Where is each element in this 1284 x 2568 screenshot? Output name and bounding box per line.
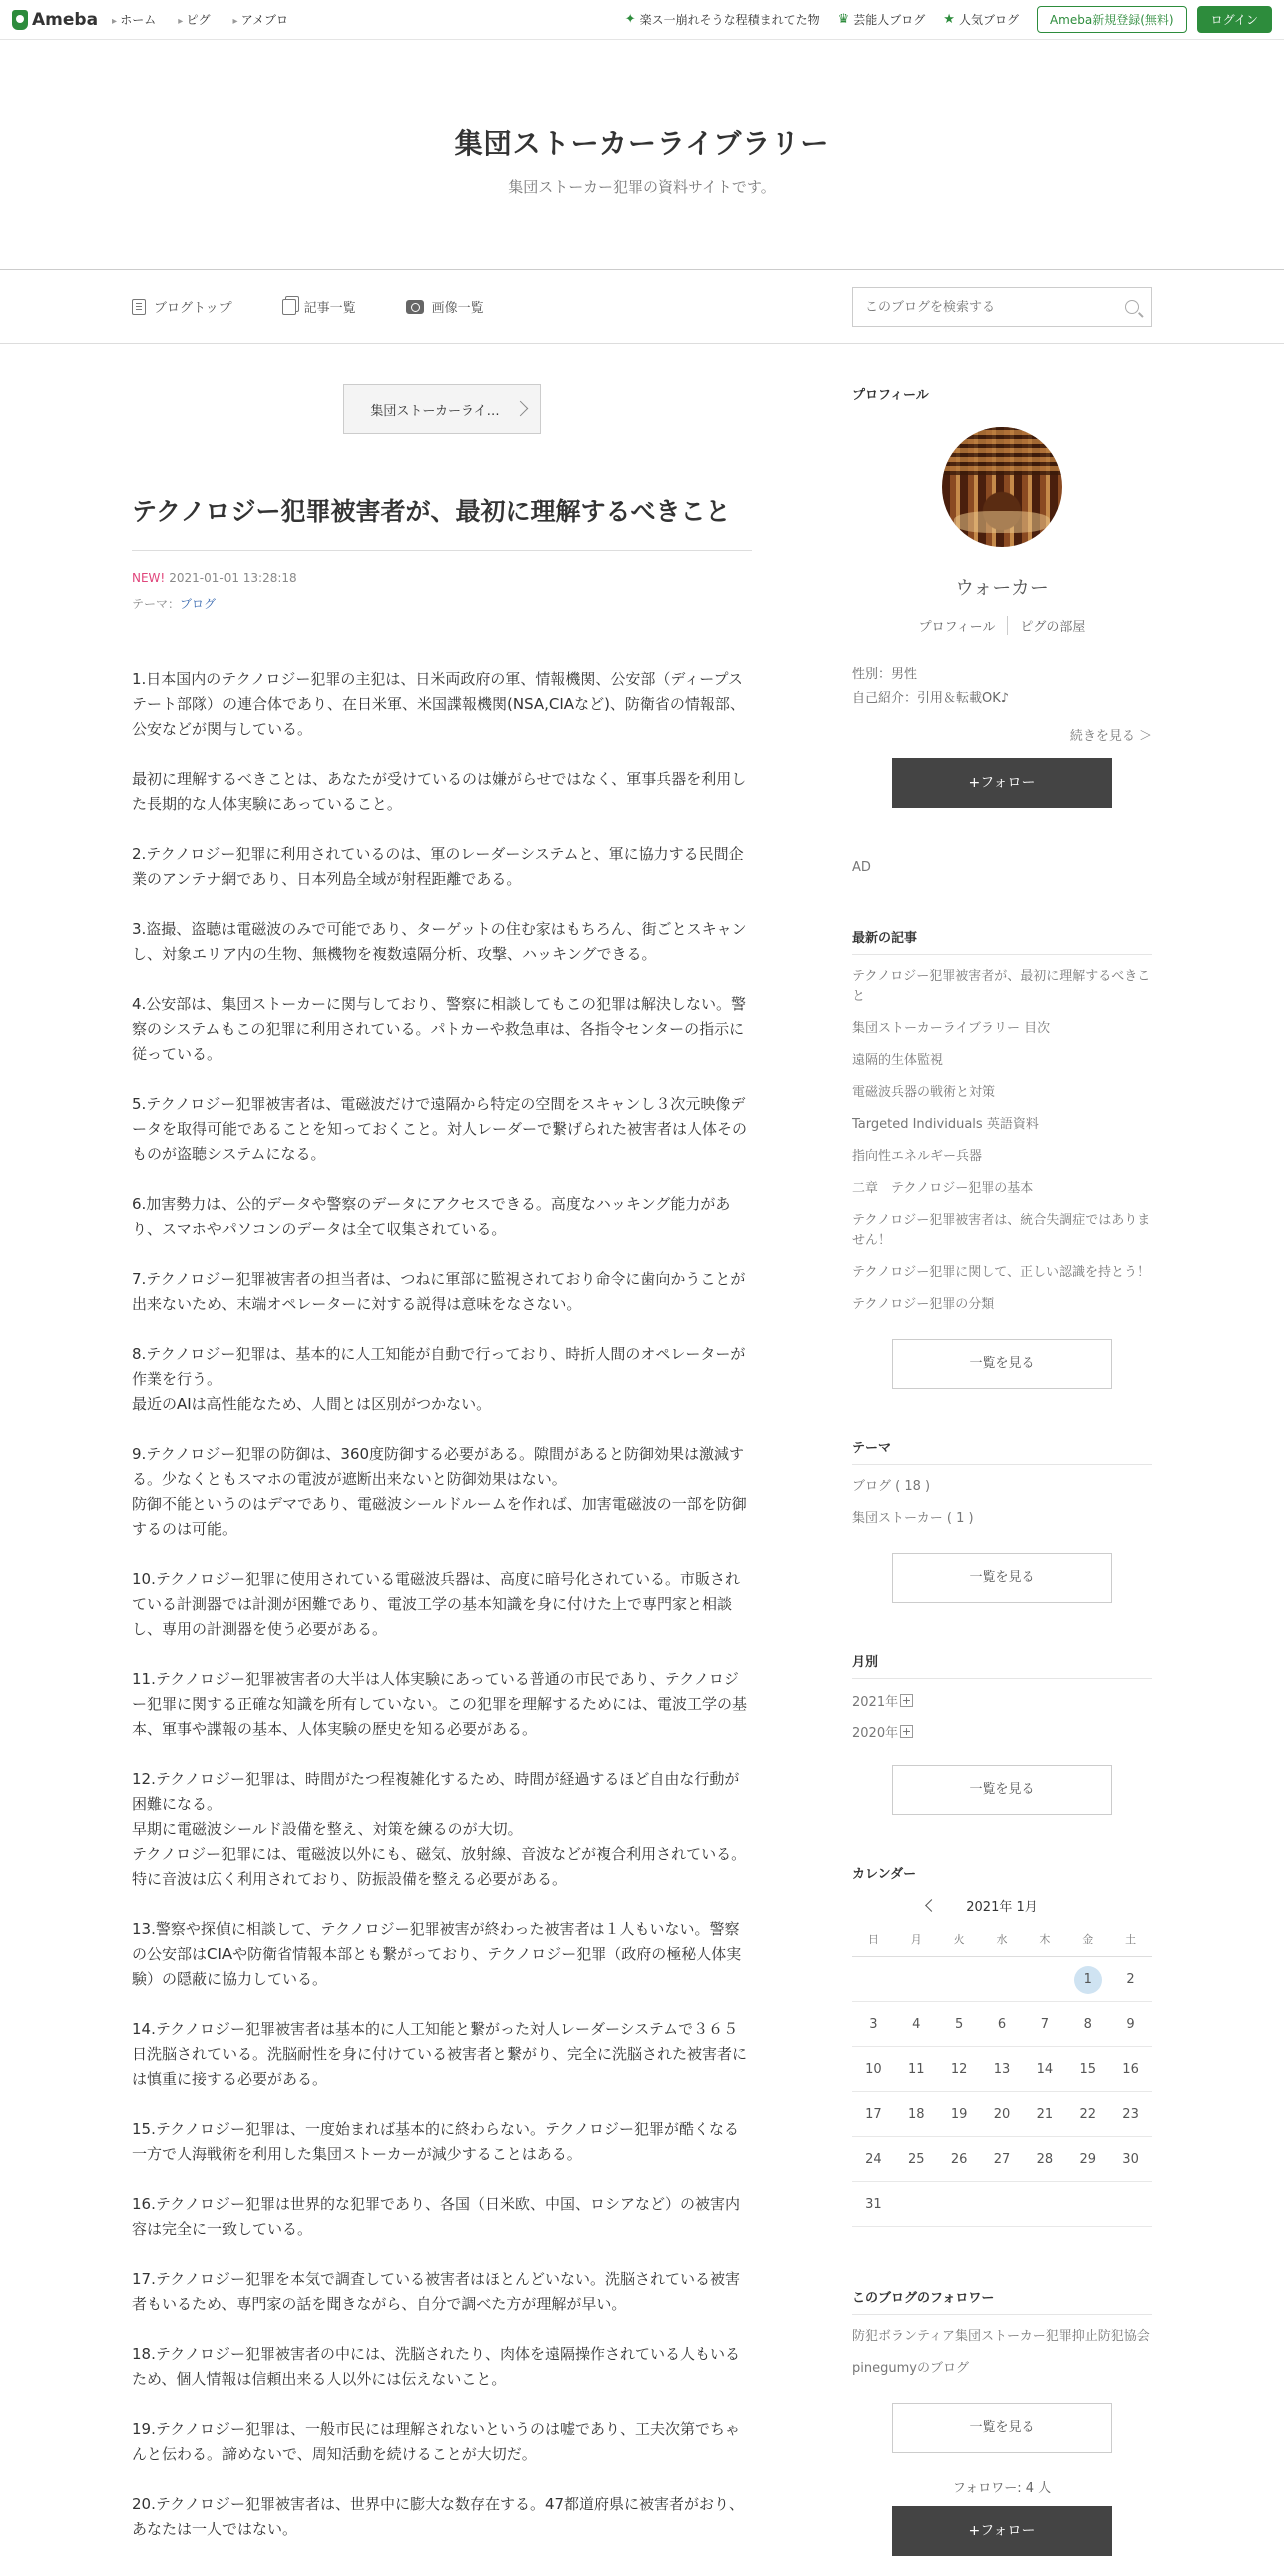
profile-intro: 自己紹介：引用＆転載OK♪ [852, 691, 1010, 706]
entry-theme [132, 595, 752, 612]
month-2021-label: 2021年 [852, 1695, 899, 1710]
calendar-day-number: 25 [908, 2152, 925, 2167]
calendar-day-number: 20 [993, 2107, 1011, 2122]
sparkle-icon: ✦ [624, 12, 636, 27]
entry-theme-label: テーマ： [132, 597, 181, 612]
calendar-header [852, 1896, 1152, 1915]
calendar-day-number: 4 [912, 2017, 921, 2032]
entry-paragraph: 13.警察や探偵に相談して、テクノロジー犯罪被害が終わった被害者は１人もいない。警察の公安部はCIAや防衛省情報本部とも繋がっており、テクノロジー犯罪（政府の極秘人体実験）の隠蔽に協力している。 [132, 1920, 742, 1989]
calendar-day-number: 7 [1040, 2017, 1049, 2032]
register-button[interactable]: Ameba新規登録(無料) [1037, 6, 1187, 33]
calendar-day-number: 13 [993, 2062, 1011, 2077]
entry-paragraph: 17.テクノロジー犯罪を本気で調査している被害者はほとんどいない。洗脳されている被害者もいるため、専門家の話を聞きながら、自分で調べた方が理解が早い。 [132, 2270, 740, 2314]
title-divider [132, 550, 752, 551]
follow-button-bottom[interactable]: +フォロー [892, 2506, 1112, 2556]
ameba-logo[interactable] [12, 10, 98, 30]
calendar-day [1066, 2137, 1109, 2182]
pages-icon [282, 299, 296, 315]
recent-entry-link[interactable]: 二章 テクノロジー犯罪の基本 [852, 1181, 1034, 1196]
calendar-day [852, 2092, 895, 2137]
profile-link[interactable]: プロフィール [918, 620, 996, 635]
monthly-more-button[interactable]: 一覧を見る [892, 1765, 1112, 1815]
image-list-link[interactable] [406, 297, 484, 316]
ameba-logo-text: Ameba [32, 9, 99, 30]
calendar-day-number: 14 [1036, 2062, 1054, 2077]
nav-home[interactable]: ▸ ホーム [112, 11, 156, 28]
calendar-day [1109, 2047, 1152, 2092]
theme-item-blog[interactable]: ブログ ( 18 ) [852, 1479, 931, 1494]
calendar-day [1023, 1957, 1066, 2002]
calendar-day [1066, 2047, 1109, 2092]
calendar-grid [852, 1923, 1152, 2227]
calendar-day [895, 2047, 938, 2092]
article [132, 384, 752, 2567]
blog-description: 集団ストーカー犯罪の資料サイトです。 [508, 178, 776, 196]
recent-entries [852, 927, 1152, 1389]
calendar-weekday: 木 [1023, 1923, 1066, 1957]
entry-paragraph: 15.テクノロジー犯罪は、一度始まれば基本的に終わらない。テクノロジー犯罪が酷くなる一方で人海戦術を利用した集団ストーカーが減少することはある。 [132, 2120, 740, 2164]
calendar-day [981, 2092, 1024, 2137]
calendar-day [1109, 2092, 1152, 2137]
calendar-day [938, 2182, 981, 2227]
entry-paragraph: 1.日本国内のテクノロジー犯罪の主犯は、日米両政府の軍、情報機関、公安部（ディープステート部隊）の連合体であり、在日米軍、米国諜報機関(NSA,CIAなど)、防衛省の情報部、公安などが関与している。 [132, 670, 745, 739]
calendar-day [938, 2137, 981, 2182]
month-2020-label: 2020年 [852, 1726, 899, 1741]
trend-link[interactable] [625, 11, 820, 28]
monthly-section [852, 1651, 1152, 1815]
chevron-left-icon[interactable] [925, 1899, 938, 1912]
calendar-day [895, 2002, 938, 2047]
entry-paragraph: 10.テクノロジー犯罪に使用されている電磁波兵器は、高度に暗号化されている。市販されている計測器では計測が困難であり、電波工学の基本知識を身に付けた上で専門家と相談し、専用の計測器を使う必要がある。 [132, 1570, 740, 1639]
entry-title[interactable]: テクノロジー犯罪被害者が、最初に理解するべきこと [132, 497, 731, 526]
calendar-day-number: 29 [1079, 2152, 1096, 2167]
calendar-day-number: 2 [1126, 1972, 1135, 1987]
recent-entry-link[interactable]: テクノロジー犯罪被害者が、最初に理解するべきこと [852, 969, 1151, 1004]
follow-button[interactable]: +フォロー [892, 758, 1112, 808]
calendar-day-number: 1 [1074, 1966, 1102, 1994]
calendar-day-number: 21 [1036, 2107, 1054, 2122]
calendar-day-number: 23 [1122, 2107, 1139, 2122]
calendar-day [981, 2002, 1024, 2047]
entry-date: 2021-01-01 13:28:18 [169, 571, 297, 586]
calendar-day-number: 11 [908, 2062, 925, 2077]
calendar-day [895, 1957, 938, 2002]
follower-item[interactable]: 防犯ボランティア集団ストーカー犯罪抑止防犯協会 [852, 2329, 1150, 2344]
recent-entry-link[interactable]: 遠隔的生体監視 [852, 1053, 944, 1068]
calendar-weekday: 金 [1066, 1923, 1109, 1957]
calendar-day-number: 24 [865, 2152, 882, 2167]
recent-entry-link[interactable]: テクノロジー犯罪の分類 [852, 1297, 995, 1312]
calendar-day-number: 16 [1122, 2062, 1139, 2077]
entry-paragraph: 14.テクノロジー犯罪被害者は基本的に人工知能と繋がった対人レーダーシステムで３６５日洗脳されている。洗脳耐性を身に付けている被害者と繋がり、完全に洗脳された被害者には慎重に接する必要がある。 [132, 2020, 748, 2089]
entry-paragraph: 18.テクノロジー犯罪被害者の中には、洗脳されたり、肉体を遠隔操作されている人もいるため、個人情報は信頼出来る人以外には伝えないこと。 [132, 2345, 740, 2389]
calendar-day [938, 1957, 981, 2002]
expand-plus-icon[interactable] [900, 1694, 913, 1707]
themes-section [852, 1437, 1152, 1603]
popular-blog-link[interactable] [943, 11, 1019, 28]
document-icon [132, 299, 146, 315]
entry-paragraph: 20.テクノロジー犯罪被害者は、世界中に膨大な数存在する。47都道府県に被害者がおり、あなたは一人ではない。 [132, 2495, 745, 2539]
calendar-day-number: 18 [908, 2107, 925, 2122]
search-icon[interactable] [1125, 300, 1139, 314]
calendar-heading: カレンダー [852, 1867, 917, 1882]
entry-paragraph: 16.テクノロジー犯罪は世界的な犯罪であり、各国（日米欧、中国、ロシアなど）の被害内容は完全に一致している。 [132, 2195, 740, 2239]
header-right [625, 6, 1272, 33]
month-item-2020[interactable] [852, 1716, 1152, 1747]
profile-name[interactable]: ウォーカー [955, 577, 1049, 599]
calendar-day-number: 8 [1083, 2017, 1092, 2032]
entry-list-label: 記事一覧 [303, 301, 356, 316]
blog-nav [0, 270, 1284, 344]
entry-paragraph: 12.テクノロジー犯罪は、時間がたつ程複雑化するため、時間が経過するほど自由な行動が困難になる。 早期に電磁波シールド設備を整え、対策を練るのが大切。 テクノロジー犯罪には、電磁波以外にも、磁気、放射線、音波などが複合利用されている。特に音波は広く利用されており、防振設備を整える必要がある。 [132, 1770, 747, 1889]
calendar-day-number: 30 [1122, 2152, 1139, 2167]
recent-entry-link[interactable]: テクノロジー犯罪に関して、正しい認識を持とう！ [852, 1265, 1150, 1280]
calendar-day-number: 27 [993, 2152, 1011, 2167]
entry-paragraph: 19.テクノロジー犯罪は、一般市民には理解されないというのは嘘であり、工夫次第でちゃんと伝わる。諦めないで、周知活動を続けることが大切だ。 [132, 2420, 740, 2464]
profile-links [852, 616, 1152, 635]
calendar-day [981, 2137, 1024, 2182]
calendar-day [895, 2092, 938, 2137]
calendar-day [981, 2047, 1024, 2092]
entry-paragraph: 11.テクノロジー犯罪被害者の大半は人体実験にあっている普通の市民であり、テクノロジー犯罪に関する正確な知識を所有していない。この犯罪を理解するためには、電波工学の基本、軍事や諜報の基本、人体実験の歴史を知る必要がある。 [132, 1670, 748, 1739]
calendar-day-number: 15 [1079, 2062, 1096, 2077]
themes-more-button[interactable]: 一覧を見る [892, 1553, 1112, 1603]
entry-paragraph: 最初に理解するべきことは、あなたが受けているのは嫌がらせではなく、軍事兵器を利用した長期的な人体実験にあっていること。 [132, 770, 747, 814]
image-list-label: 画像一覧 [431, 301, 484, 316]
followers-more-button[interactable]: 一覧を見る [892, 2403, 1112, 2453]
recent-entry-link[interactable]: Targeted Individuals 英語資料 [852, 1117, 1039, 1132]
calendar-weekday: 日 [852, 1923, 895, 1957]
login-button[interactable]: ログイン [1197, 6, 1272, 33]
calendar-day-number: 17 [865, 2107, 882, 2122]
entry-theme-link[interactable]: ブログ [180, 597, 217, 612]
calendar-day [1066, 2182, 1109, 2227]
entry-paragraph: 7.テクノロジー犯罪被害者の担当者は、つねに軍部に監視されており命令に歯向かうことが出来ないため、末端オペレーターに対する説得は意味をなさない。 [132, 1270, 746, 1314]
pigg-room-link[interactable]: ピグの部屋 [1007, 616, 1097, 635]
calendar-day-number: 19 [950, 2107, 968, 2122]
camera-icon [406, 300, 424, 314]
calendar-day [1109, 2182, 1152, 2227]
calendar-section [852, 1863, 1152, 2227]
calendar-month: 2021年 1月 [966, 1900, 1038, 1915]
celebrity-blog-link[interactable] [838, 11, 926, 28]
follower-item[interactable]: pinegumyのブログ [852, 2361, 969, 2376]
calendar-weekday: 火 [938, 1923, 981, 1957]
calendar-day [1066, 2002, 1109, 2047]
calendar-day [852, 2002, 895, 2047]
calendar-day [1066, 2092, 1109, 2137]
calendar-day [1109, 2137, 1152, 2182]
blog-header [0, 40, 1284, 270]
calendar-day [1023, 2092, 1066, 2137]
celebrity-blog-label: 芸能人ブログ [853, 13, 926, 27]
recent-more-button[interactable]: 一覧を見る [892, 1339, 1112, 1389]
followers-heading: このブログのフォロワー [852, 2287, 1152, 2315]
theme-item-stalker[interactable]: 集団ストーカー ( 1 ) [852, 1511, 974, 1526]
popular-blog-label: 人気ブログ [958, 13, 1019, 27]
calendar-day [852, 1957, 895, 2002]
calendar-day[interactable] [1066, 1957, 1109, 2002]
nav-ameblo[interactable]: ▸ アメブロ [232, 11, 287, 28]
calendar-day [981, 1957, 1024, 2002]
calendar-day-number: 6 [997, 2017, 1007, 2032]
followers-section [852, 2287, 1152, 2556]
recent-entry-link[interactable]: 電磁波兵器の戦術と対策 [852, 1085, 996, 1100]
calendar-day [1023, 2047, 1066, 2092]
recent-entry-link[interactable]: テクノロジー犯罪被害者は、統合失調症ではありません！ [852, 1213, 1151, 1248]
trend-link-label: 楽ス一崩れそうな程積まれてた物 [639, 13, 820, 27]
calendar-day-number: 10 [865, 2062, 882, 2077]
global-nav [112, 11, 288, 28]
entry-meta [132, 571, 752, 585]
calendar-day [852, 2137, 895, 2182]
recent-heading: 最新の記事 [852, 927, 1152, 955]
expand-plus-icon[interactable] [900, 1725, 913, 1738]
calendar-day [1023, 2002, 1066, 2047]
calendar-day-number: 22 [1079, 2107, 1096, 2122]
calendar-day [981, 2182, 1024, 2227]
global-header [0, 0, 1284, 40]
entry-paragraph: 6.加害勢力は、公的データや警察のデータにアクセスできる。高度なハッキング能力があり、スマホやパソコンのデータは全て収集されている。 [132, 1195, 731, 1239]
calendar-day-number: 9 [1126, 2017, 1135, 2032]
profile-more-link[interactable]: 続きを見る ＞ [1069, 729, 1152, 744]
calendar-day-number: 12 [950, 2062, 968, 2077]
crown-icon: ♛ [837, 12, 850, 27]
calendar-weekday: 水 [981, 1923, 1024, 1957]
entry-list-link[interactable] [282, 297, 356, 316]
ad-label: AD [852, 860, 871, 875]
profile-info [852, 663, 1152, 711]
profile-heading: プロフィール [852, 388, 929, 403]
profile-avatar[interactable] [942, 427, 1062, 547]
calendar-day [938, 2047, 981, 2092]
recent-entry-link[interactable]: 指向性エネルギー兵器 [852, 1149, 983, 1164]
calendar-day-number: 26 [950, 2152, 968, 2167]
blog-search-input[interactable] [865, 300, 1125, 315]
blog-title[interactable]: 集団ストーカーライブラリー [454, 127, 830, 160]
new-badge: NEW! [132, 571, 166, 586]
entry-paragraph: 9.テクノロジー犯罪の防御は、360度防御する必要がある。隙間があると防御効果は激減する。少なくともスマホの電波が遮断出来ないと防御効果はない。 防御不能というのはデマであり、電磁波シールドルームを作れば、加害電磁波の一部を防御するのは可能。 [132, 1445, 747, 1539]
entry-paragraph: 3.盗撮、盗聴は電磁波のみで可能であり、ターゲットの住む家はもちろん、街ごとスキャンし、対象エリア内の生物、無機物を複数遠隔分析、攻撃、ハッキングできる。 [132, 920, 747, 964]
entry-paragraph: 8.テクノロジー犯罪は、基本的に人工知能が自動で行っており、時折人間のオペレーターが作業を行う。 最近のAIは高性能なため、人間とは区別がつかない。 [132, 1345, 746, 1414]
blog-top-label: ブログトップ [154, 301, 232, 316]
calendar-day [1109, 1957, 1152, 2002]
calendar-day [895, 2182, 938, 2227]
calendar-day-number: 28 [1036, 2152, 1054, 2167]
blog-search [852, 287, 1152, 327]
entry-paragraph: 2.テクノロジー犯罪に利用されているのは、軍のレーダーシステムと、軍に協力する民間企業のアンテナ網であり、日本列島全域が射程距離である。 [132, 845, 744, 889]
calendar-day [1023, 2137, 1066, 2182]
star-icon: ★ [943, 12, 955, 27]
calendar-day [938, 2002, 981, 2047]
themes-heading: テーマ [852, 1437, 1152, 1465]
calendar-day [852, 2047, 895, 2092]
entry-body [132, 667, 752, 2542]
calendar-day [1109, 2002, 1152, 2047]
calendar-weekday: 土 [1109, 1923, 1152, 1957]
entry-paragraph: 4.公安部は、集団ストーカーに関与しており、警察に相談してもこの犯罪は解決しない。警察のシステムもこの犯罪に利用されている。パトカーや救急車は、各指令センターの指示に従っている。 [132, 995, 747, 1064]
calendar-day-number: 5 [954, 2017, 964, 2032]
monthly-heading: 月別 [852, 1651, 1152, 1679]
calendar-day [938, 2092, 981, 2137]
calendar-day [895, 2137, 938, 2182]
recent-entry-link[interactable]: 集団ストーカーライブラリー 目次 [852, 1021, 1051, 1036]
calendar-day-number: 31 [865, 2197, 882, 2212]
follower-count: フォロワー: 4 人 [952, 2481, 1052, 2496]
calendar-day-number: 3 [869, 2017, 878, 2032]
ameba-logo-icon [12, 10, 28, 30]
calendar-weekday: 月 [895, 1923, 938, 1957]
month-item-2021[interactable] [852, 1685, 1152, 1716]
entry-paragraph: 5.テクノロジー犯罪被害者は、電磁波だけで遠隔から特定の空間をスキャンし３次元映像データを取得可能であることを知っておくこと。対人レーダーで繋げられた被害者は人体そのものが盗聴システムになる。 [132, 1095, 748, 1164]
calendar-day [852, 2182, 895, 2227]
theme-nav-button[interactable]: 集団ストーカーライ… [343, 384, 541, 434]
blog-top-link[interactable] [132, 297, 232, 316]
calendar-day [1023, 2182, 1066, 2227]
nav-pigg[interactable]: ▸ ピグ [178, 11, 210, 28]
profile-gender: 性別：男性 [852, 667, 918, 682]
sidebar [852, 384, 1152, 2568]
